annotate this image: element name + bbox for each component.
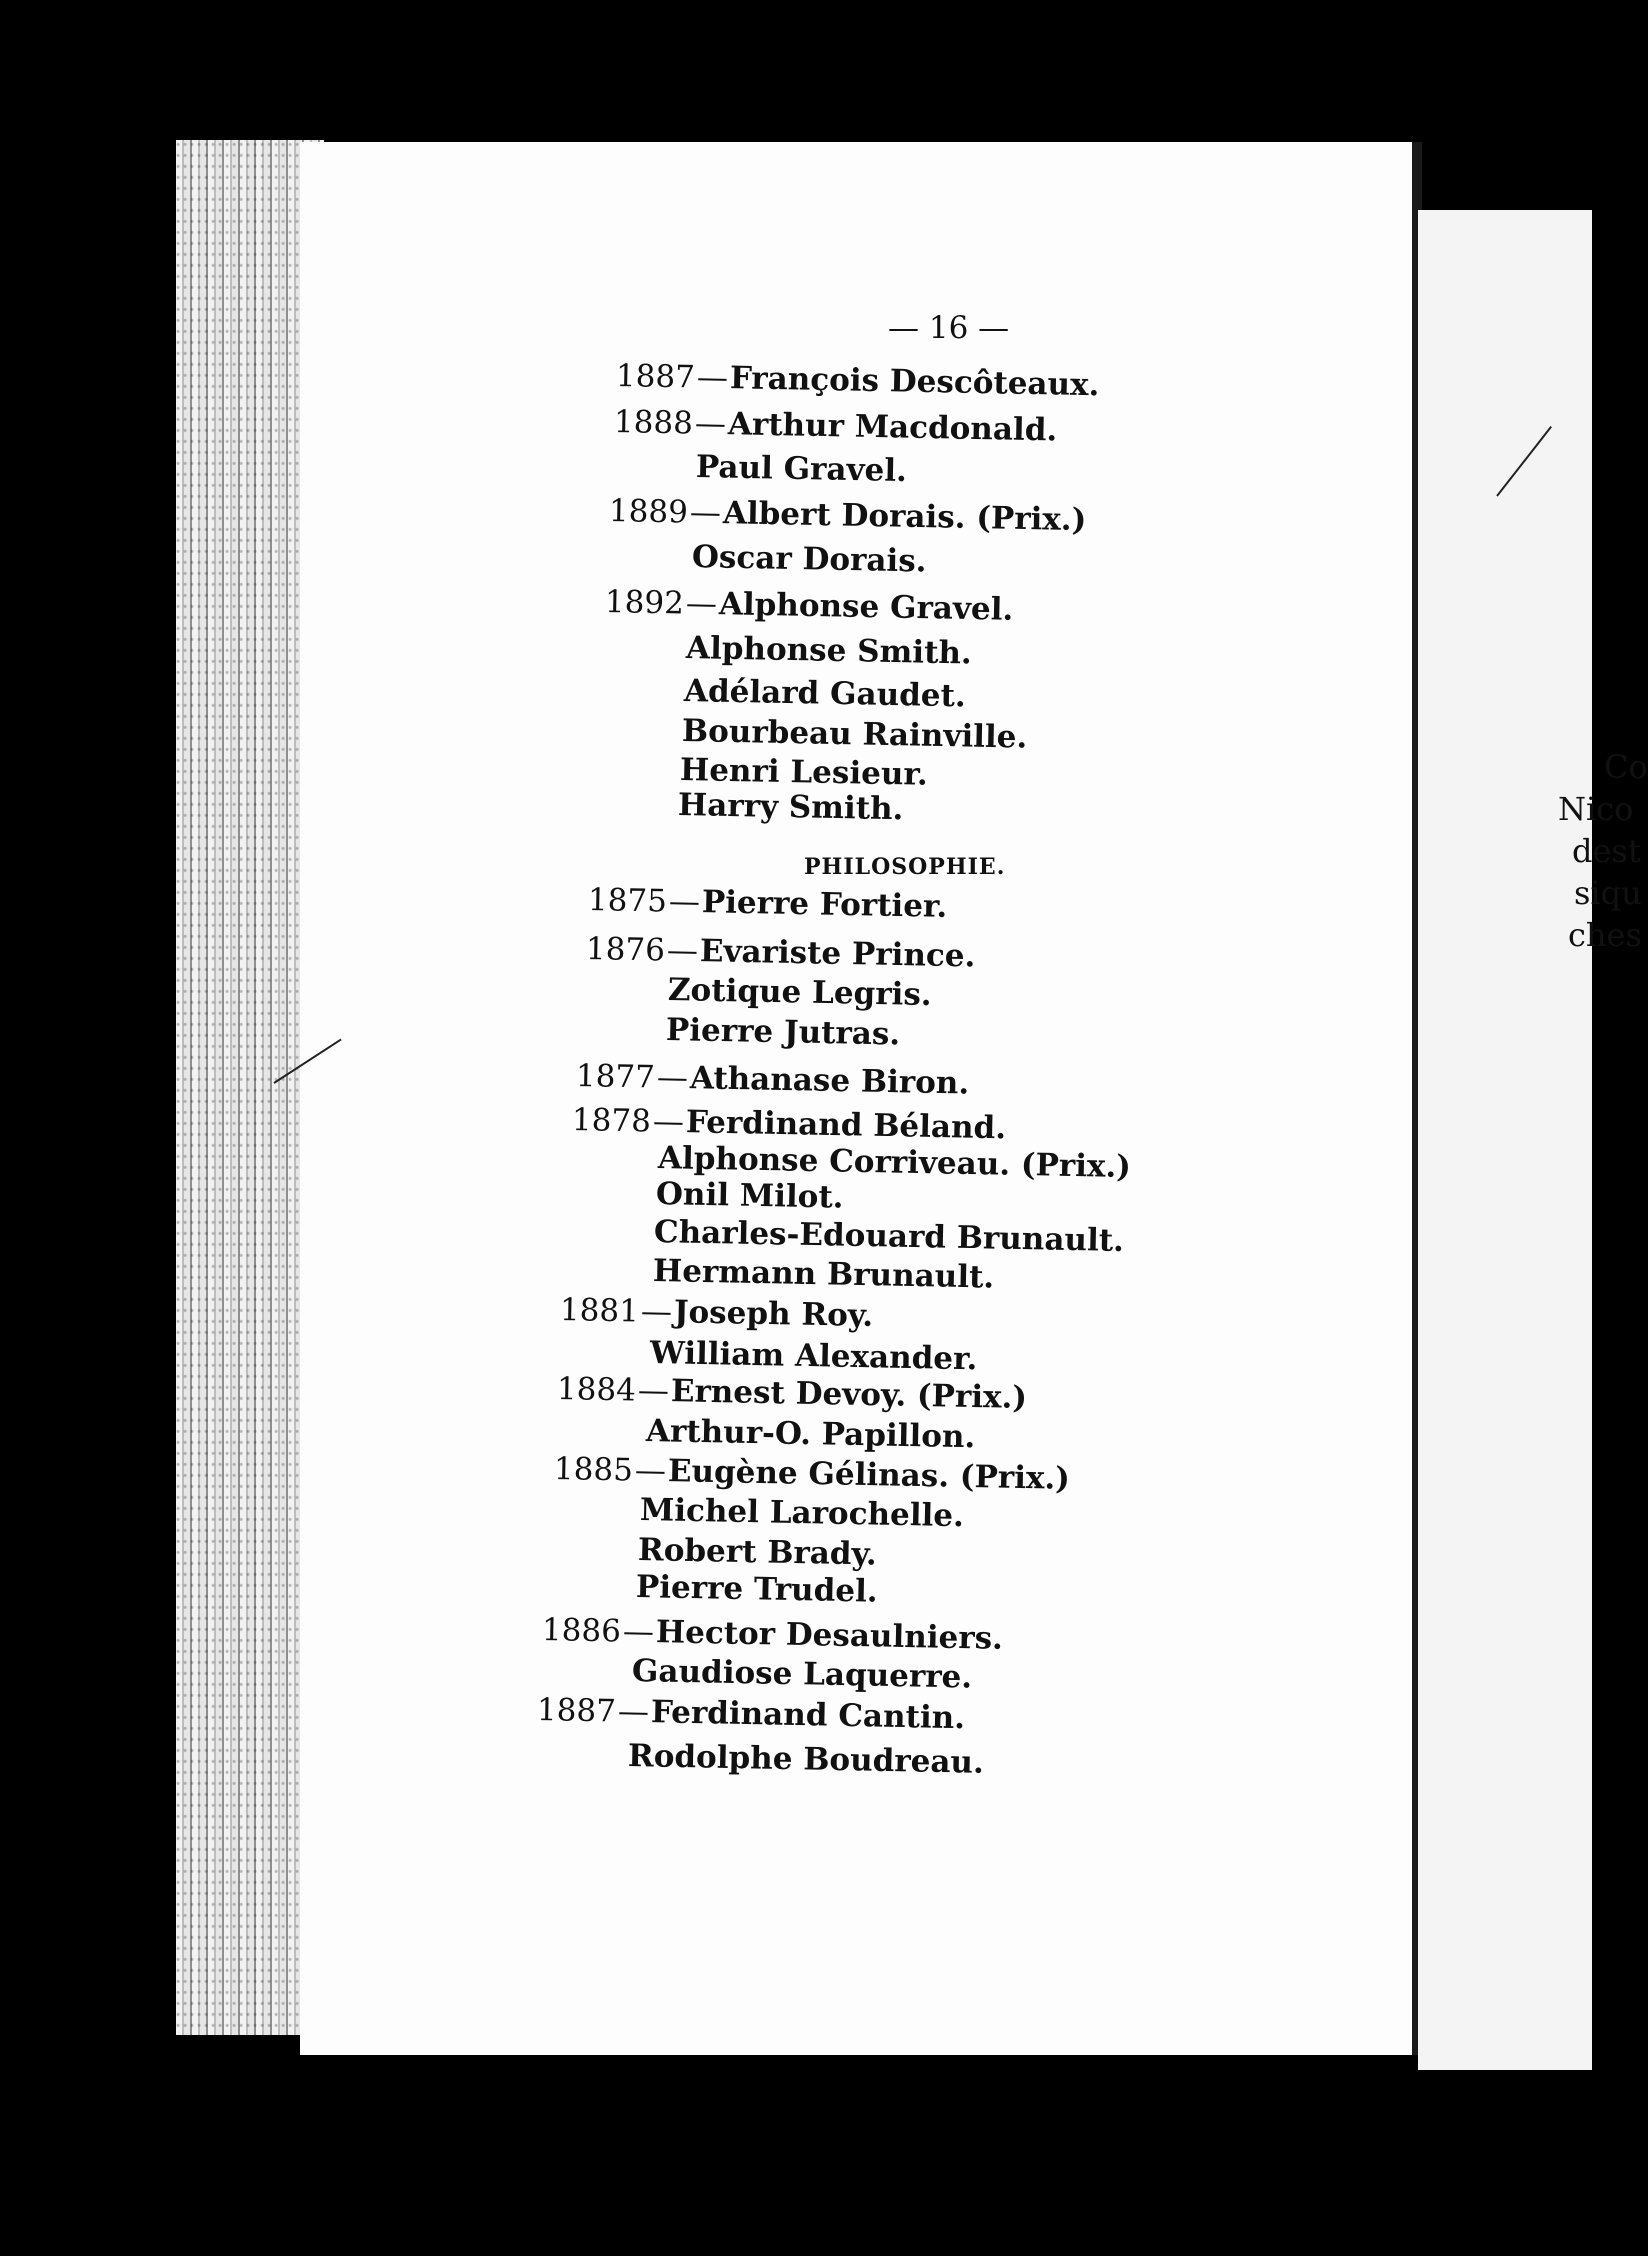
list-item: 1884—Ernest Devoy. (Prix.) (556, 1371, 1028, 1417)
facing-page-text (1526, 746, 1648, 956)
page-number: — 16 — (888, 310, 1010, 346)
entry-year: 1892 (604, 584, 685, 622)
entry-year: 1881 (559, 1292, 640, 1330)
entry-name: Charles-Edouard Brunault. (653, 1214, 1125, 1260)
entry-year: 1878 (571, 1102, 652, 1140)
entry-name: Harry Smith. (677, 787, 904, 828)
entry-name: Alphonse Smith. (685, 630, 973, 672)
entry-year: 1887 (615, 358, 696, 396)
entry-name: Zotique Legris. (667, 972, 932, 1014)
entry-name: Rodolphe Boudreau. (627, 1738, 985, 1781)
list-item: 1878—Ferdinand Béland. (571, 1102, 1007, 1147)
facing-page (1418, 210, 1648, 2070)
facing-fragment: Co (1604, 748, 1648, 786)
facing-fragment: ches (1568, 916, 1642, 954)
list-item: 1888—Arthur Macdonald. (613, 404, 1058, 449)
list-item: 1887—François Descôteaux. (615, 358, 1100, 404)
entry-name: Robert Brady. (637, 1532, 878, 1573)
entry-name: Ernest Devoy. (Prix.) (670, 1373, 1028, 1417)
list-item: 1875—Pierre Fortier. (587, 882, 948, 925)
entry-year: 1888 (613, 404, 694, 442)
facing-fragment: siqu (1574, 874, 1642, 912)
entry-name: Ferdinand Béland. (685, 1104, 1007, 1147)
list-item: 1881—Joseph Roy. (559, 1292, 874, 1335)
list-item: 1889—Albert Dorais. (Prix.) (608, 493, 1087, 539)
list-item: 1876—Evariste Prince. (585, 931, 976, 975)
entry-name: Albert Dorais. (Prix.) (722, 495, 1087, 539)
list-item: 1885—Eugène Gélinas. (Prix.) (553, 1451, 1071, 1497)
entry-name: Pierre Jutras. (665, 1012, 901, 1053)
entry-year: 1889 (608, 493, 689, 531)
entry-name: William Alexander. (649, 1335, 978, 1378)
section-heading: PHILOSOPHIE. (804, 854, 1006, 880)
entry-name: Adélard Gaudet. (683, 673, 967, 715)
entry-year: 1875 (587, 882, 668, 920)
entry-name: Athanase Biron. (689, 1060, 970, 1102)
list-item: 1892—Alphonse Gravel. (604, 584, 1014, 628)
entry-name: Arthur Macdonald. (727, 406, 1058, 449)
entry-name: Joseph Roy. (673, 1294, 874, 1335)
list-item: 1886—Hector Desaulniers. (541, 1612, 1004, 1657)
entry-name: Oscar Dorais. (691, 539, 927, 580)
entry-name: Pierre Fortier. (701, 884, 948, 925)
entry-name: Hector Desaulniers. (655, 1614, 1004, 1657)
entry-year: 1877 (575, 1058, 656, 1096)
entry-name: Eugène Gélinas. (Prix.) (667, 1453, 1071, 1497)
entry-year: 1876 (585, 931, 666, 969)
facing-fragment: Nico (1558, 790, 1634, 828)
entry-name: Onil Milot. (655, 1176, 844, 1216)
entry-name: Henri Lesieur. (679, 752, 929, 793)
entry-year: 1885 (553, 1451, 634, 1489)
entry-name: Arthur-O. Papillon. (645, 1413, 976, 1456)
entry-name: Evariste Prince. (699, 933, 976, 975)
facing-fragment: dest (1572, 832, 1641, 870)
entry-name: Ferdinand Cantin. (650, 1694, 966, 1737)
entry-name: Alphonse Corriveau. (Prix.) (657, 1140, 1132, 1186)
entry-name: Bourbeau Rainville. (681, 713, 1028, 756)
entry-year: 1887 (536, 1692, 617, 1730)
entry-name: Alphonse Gravel. (718, 586, 1014, 628)
entry-name: Hermann Brunault. (652, 1253, 995, 1296)
entry-year: 1886 (541, 1612, 622, 1650)
entry-name: François Descôteaux. (729, 360, 1100, 404)
entry-name: Michel Larochelle. (639, 1492, 965, 1535)
entry-name: Paul Gravel. (695, 449, 908, 490)
entry-name: Pierre Trudel. (635, 1569, 878, 1610)
entry-year: 1884 (556, 1371, 637, 1409)
entry-name: Gaudiose Laquerre. (631, 1653, 973, 1696)
list-item: 1877—Athanase Biron. (575, 1058, 970, 1102)
list-item: 1887—Ferdinand Cantin. (536, 1692, 966, 1737)
